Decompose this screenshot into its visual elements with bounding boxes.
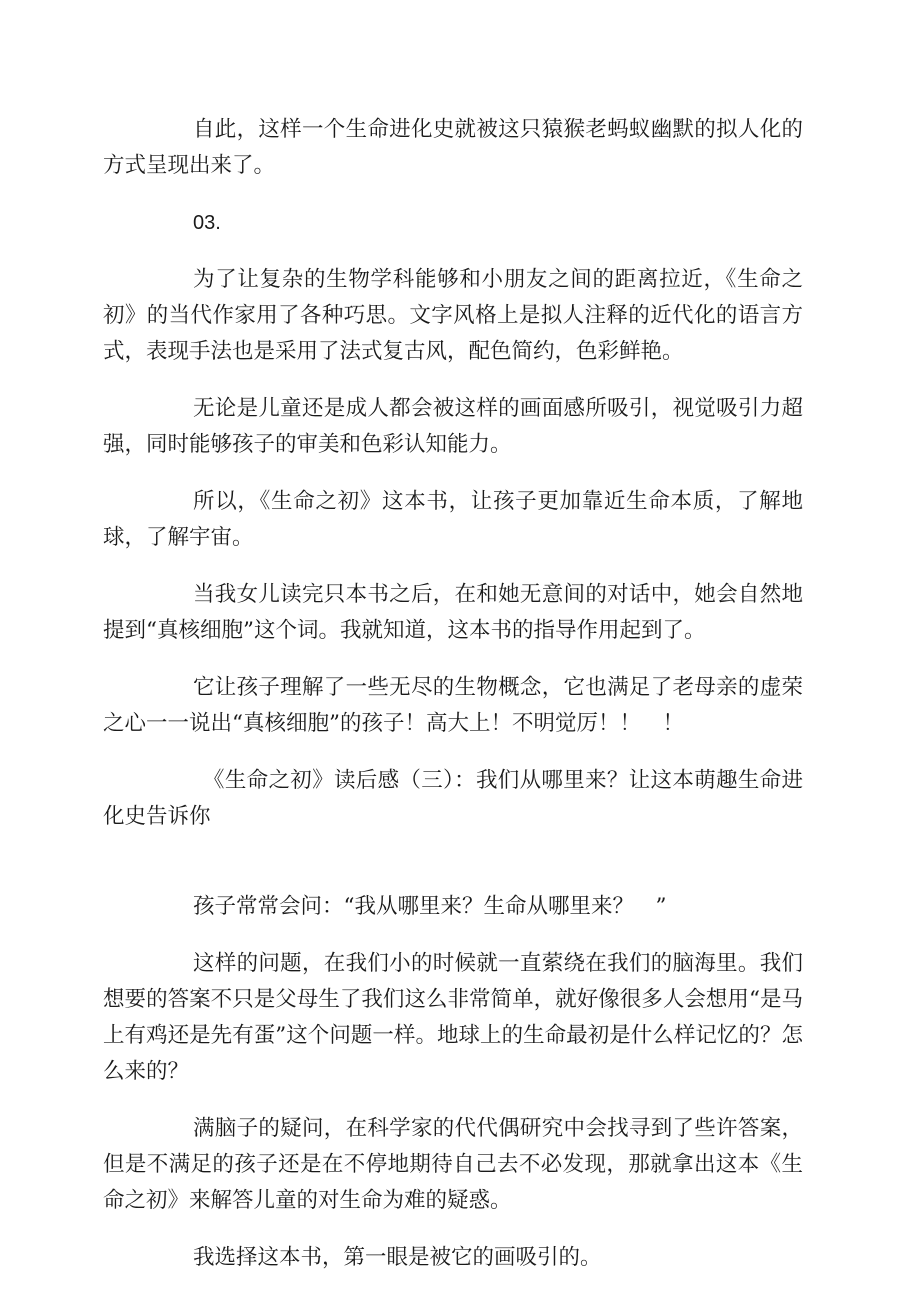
document-body	[103, 112, 803, 1276]
paragraph-visual: 无论是儿童还是成人都会被这样的画面感所吸引，视觉吸引力超强，同时能够孩子的审美和色彩认知能力。	[103, 396, 803, 457]
section-number: 03.	[193, 212, 221, 234]
paragraph-style: 为了让复杂的生物学科能够和小朋友之间的距离拉近，《生命之初》的当代作家用了各种巧思。文字风格上是拟人注释的近代化的语言方式，表现手法也是采用了法式复古风，配色简约，色彩鲜艳。	[103, 267, 803, 364]
paragraph-childhood: 这样的问题，在我们小的时候就一直萦绕在我们的脑海里。我们想要的答案不只是父母生了我们这么非常简单，就好像很多人会想用“是马上有鸡还是先有蛋”这个问题一样。地球上的生命最初是什么样记忆的？怎么来的？	[103, 951, 803, 1084]
paragraph-intro: 自此，这样一个生命进化史就被这只猿猴老蚂蚁幽默的拟人化的方式呈现出来了。	[103, 117, 803, 178]
paragraph-summary: 所以，《生命之初》这本书，让孩子更加靠近生命本质，了解地球，了解宇宙。	[103, 489, 803, 550]
paragraph-daughter: 当我女儿读完只本书之后，在和她无意间的对话中，她会自然地提到“真核细胞”这个词。我就知道，这本书的指导作用起到了。	[103, 582, 803, 643]
paragraph-question: 孩子常常会问：“我从哪里来？生命从哪里来？ ”	[193, 894, 667, 919]
paragraph-vanity: 它让孩子理解了一些无尽的生物概念，它也满足了老母亲的虚荣之心一一说出“真核细胞”的孩子！高大上！不明觉厉！！ ！	[103, 675, 803, 736]
paragraph-doubts: 满脑子的疑问，在科学家的代代偶研究中会找寻到了些许答案，但是不满足的孩子还是在不停地期待自己去不必发现，那就拿出这本《生命之初》来解答儿童的对生命为难的疑惑。	[103, 1116, 803, 1213]
paragraph-choice: 我选择这本书，第一眼是被它的画吸引的。	[193, 1245, 602, 1270]
section-title: 《生命之初》读后感（三）：我们从哪里来？让这本萌趣生命进化史告诉你	[103, 768, 803, 829]
